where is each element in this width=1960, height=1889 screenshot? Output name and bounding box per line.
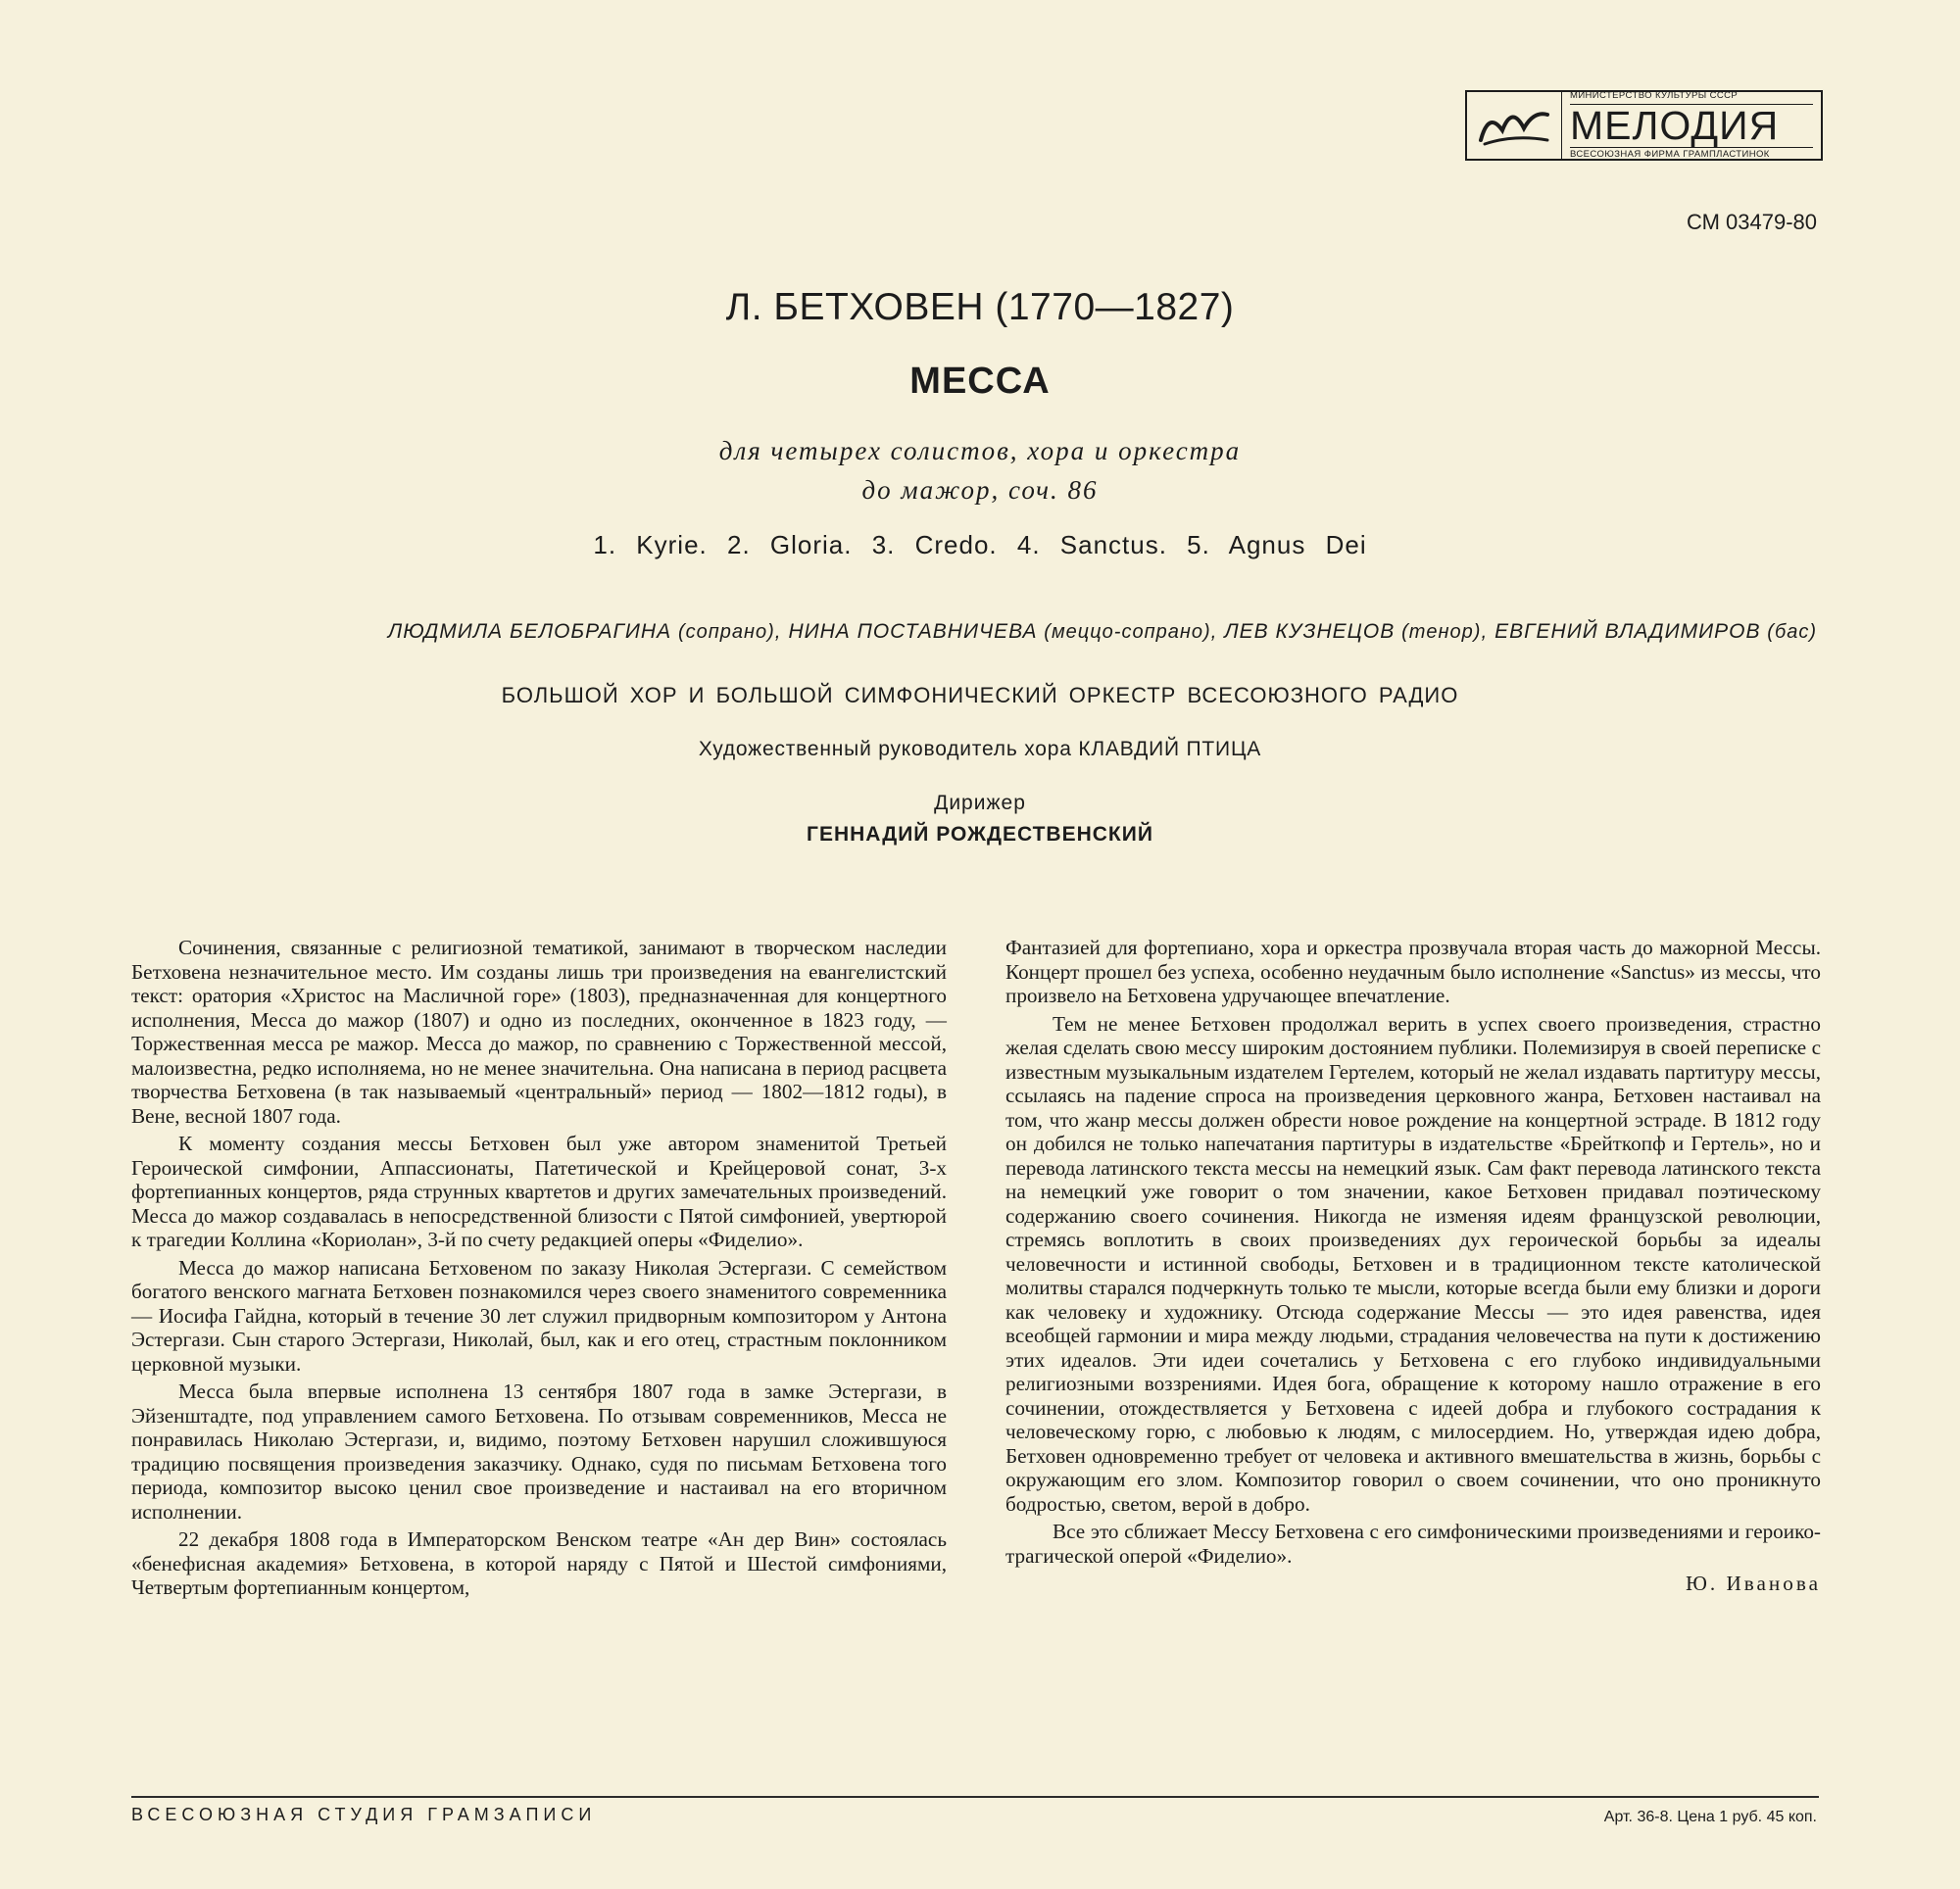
footer-divider	[131, 1796, 1819, 1798]
subtitle-line: для четырех солистов, хора и оркестра	[718, 436, 1242, 465]
liner-notes-right-column	[1005, 936, 1821, 1596]
logo-ministry-text: МИНИСТЕРСТВО КУЛЬТУРЫ СССР	[1570, 90, 1739, 102]
soloist-voice: (меццо-сопрано)	[1044, 621, 1211, 643]
soloists-line: ЛЮДМИЛА БЕЛОБРАГИНА (сопрано), НИНА ПОСТАВНИЧЕВА (меццо-сопрано), ЛЕВ КУЗНЕЦОВ (тенор), ЕВГЕНИЙ ВЛАДИМИРОВ (бас)	[387, 620, 1817, 643]
composer-heading: Л. БЕТХОВЕН (1770—1827)	[725, 286, 1235, 328]
subtitle-line: до мажор, соч. 86	[861, 475, 1099, 505]
work-title: МЕССА	[909, 361, 1051, 402]
liner-notes-left-column	[131, 936, 947, 1604]
ensemble-line: БОЛЬШОЙ ХОР И БОЛЬШОЙ СИМФОНИЧЕСКИЙ ОРКЕСТР ВСЕСОЮЗНОГО РАДИО	[501, 683, 1459, 707]
soloist-voice: (бас)	[1767, 621, 1817, 643]
soloist-voice: (сопрано)	[677, 621, 775, 643]
paragraph: Сочинения, связанные с религиозной тематикой, занимают в творческом наследии Бетховена незначительное место. Им созданы лишь три произведения на евангелистский текст: оратория «Христос на Масличной горе» (1803), предназначенная для концертного исполнения, Месса до мажор (1807) и одно из последних, оконченное в 1823 году, — Торжественная месса ре мажор. Месса до мажор, по сравнению с Торжественной мессой, малоизвестна, редко исполняема, но не менее значительна. Она написана в период расцвета творчества Бетховена (в так называемый «центральный» период — 1802—1812 годы), в Вене, весной 1807 года.	[131, 936, 947, 1128]
author-signature: Ю. Иванова	[1686, 1572, 1821, 1595]
work-subtitle	[0, 431, 1960, 509]
logo-firm-text: ВСЕСОЮЗНАЯ ФИРМА ГРАМПЛАСТИНОК	[1570, 148, 1770, 160]
paragraph: Месса была впервые исполнена 13 сентября 1807 года в замке Эстергази, в Эйзенштадте, под управлением самого Бетховена. По отзывам современников, Месса не понравилась Николаю Эстергази, и, видимо, поэтому Бетховен нарушил сложившуюся традицию посвящения произведения заказчику. Однако, судя по письмам Бетховена того периода, композитор высоко ценил свое произведение и настаивал на его вторичном исполнении.	[131, 1380, 947, 1524]
paragraph: Все это сближает Мессу Бетховена с его симфоническими произведениями и героико-трагической оперой «Фиделио».	[1005, 1520, 1821, 1568]
soloist-name: ЛЕВ КУЗНЕЦОВ	[1224, 620, 1396, 643]
movements-list: 1. Kyrie. 2. Gloria. 3. Credo. 4. Sanctus. 5. Agnus Dei	[593, 530, 1367, 559]
logo-name: МЕЛОДИЯ	[1570, 104, 1813, 148]
soloist-name: НИНА ПОСТАВНИЧЕВА	[788, 620, 1038, 643]
paragraph: Тем не менее Бетховен продолжал верить в успех своего произведения, страстно желая сделать свою мессу широким достоянием публики. Полемизируя в своей переписке с известным музыкальным издателем Гертелем, который не желал издавать партитуру мессы, ссылаясь на падение спроса на произведения церковного жанра, Бетховен настаивал на том, что жанр мессы должен обрести новое рождение на концертной эстраде. В 1812 году он добился не только напечатания партитуры в издательстве «Брейткопф и Гертель», но и перевода латинского текста мессы на немецкий язык. Сам факт перевода латинского текста на немецкий уже говорит о том значении, какое Бетховен придавал поэтическому содержанию своего сочинения. Никогда не изменяя идеям французской революции, стремясь воплотить в своих произведениях дух героической борьбы за идеалы человечности и истинной свободы, Бетховен и в традиционном тексте католической молитвы старался подчеркнуть только те мысли, которые всегда были ему близки и дороги как человеку и художнику. Отсюда содержание Мессы — это идея равенства, идея всеобщей гармонии и мира между людьми, страдания человечества на пути к достижению этих идеалов. Эти идеи сочетались у Бетховена с его глубоко индивидуальными религиозными воззрениями. Идея бога, обращение к которому нашло отражение в его сочинении, отождествляется у Бетховена с идеей добра и глубокого сострадания к человеческому горю, с любовью к людям, с милосердием. Но, утверждая идею добра, Бетховен одновременно требует от человека и активного вмешательства в жизнь, борьбы с окружающим его злом. Композитор говорил о своем сочинении, что оно проникнуто бодростью, светом, верой в добро.	[1005, 1011, 1821, 1516]
conductor-label: Дирижер	[934, 792, 1026, 814]
melodiya-emblem-icon	[1467, 92, 1562, 159]
soloist-name: ЕВГЕНИЙ ВЛАДИМИРОВ	[1494, 620, 1761, 643]
paragraph-continuation: Фантазией для фортепиано, хора и оркестра прозвучала вторая часть до мажорной Мессы. Концерт прошел без успеха, особенно неудачным было исполнение «Sanctus» из мессы, что произвело на Бетховена удручающее впечатление.	[1005, 936, 1821, 1007]
melodiya-logo	[1465, 90, 1823, 161]
soloist-voice: (тенор)	[1401, 621, 1482, 643]
paragraph: 22 декабря 1808 года в Императорском Венском театре «Ан дер Вин» состоялась «бенефисная академия» Бетховена, в которой наряду с Пятой и Шестой симфониями, Четвертым фортепианным концертом,	[131, 1527, 947, 1599]
paragraph: К моменту создания мессы Бетховен был уже автором знаменитой Третьей Героической симфонии, Аппассионаты, Патетической и Крейцеровой сонат, 3-х фортепианных концертов, ряда струнных квартетов и других замечательных произведений. Месса до мажор создавалась в непосредственной близости с Пятой симфонией, увертюрой к трагедии Коллина «Кориолан», 3-й по счету редакцией оперы «Фиделио».	[131, 1132, 947, 1251]
chorus-director-line: Художественный руководитель хора КЛАВДИЙ ПТИЦА	[698, 738, 1262, 760]
conductor-name: ГЕННАДИЙ РОЖДЕСТВЕНСКИЙ	[807, 823, 1153, 846]
catalog-number: СМ 03479-80	[1686, 210, 1817, 234]
studio-name: ВСЕСОЮЗНАЯ СТУДИЯ ГРАМЗАПИСИ	[131, 1805, 597, 1824]
paragraph: Месса до мажор написана Бетховеном по заказу Николая Эстергази. С семейством богатого венского магната Бетховен познакомился через своего знаменитого современника — Иосифа Гайдна, который в течение 30 лет служил придворным композитором у Антона Эстергази. Сын старого Эстергази, Николай, был, как и его отец, страстным поклонником церковной музыки.	[131, 1255, 947, 1376]
soloist-name: ЛЮДМИЛА БЕЛОБРАГИНА	[387, 620, 672, 643]
price-line: Арт. 36-8. Цена 1 руб. 45 коп.	[1603, 1809, 1817, 1825]
